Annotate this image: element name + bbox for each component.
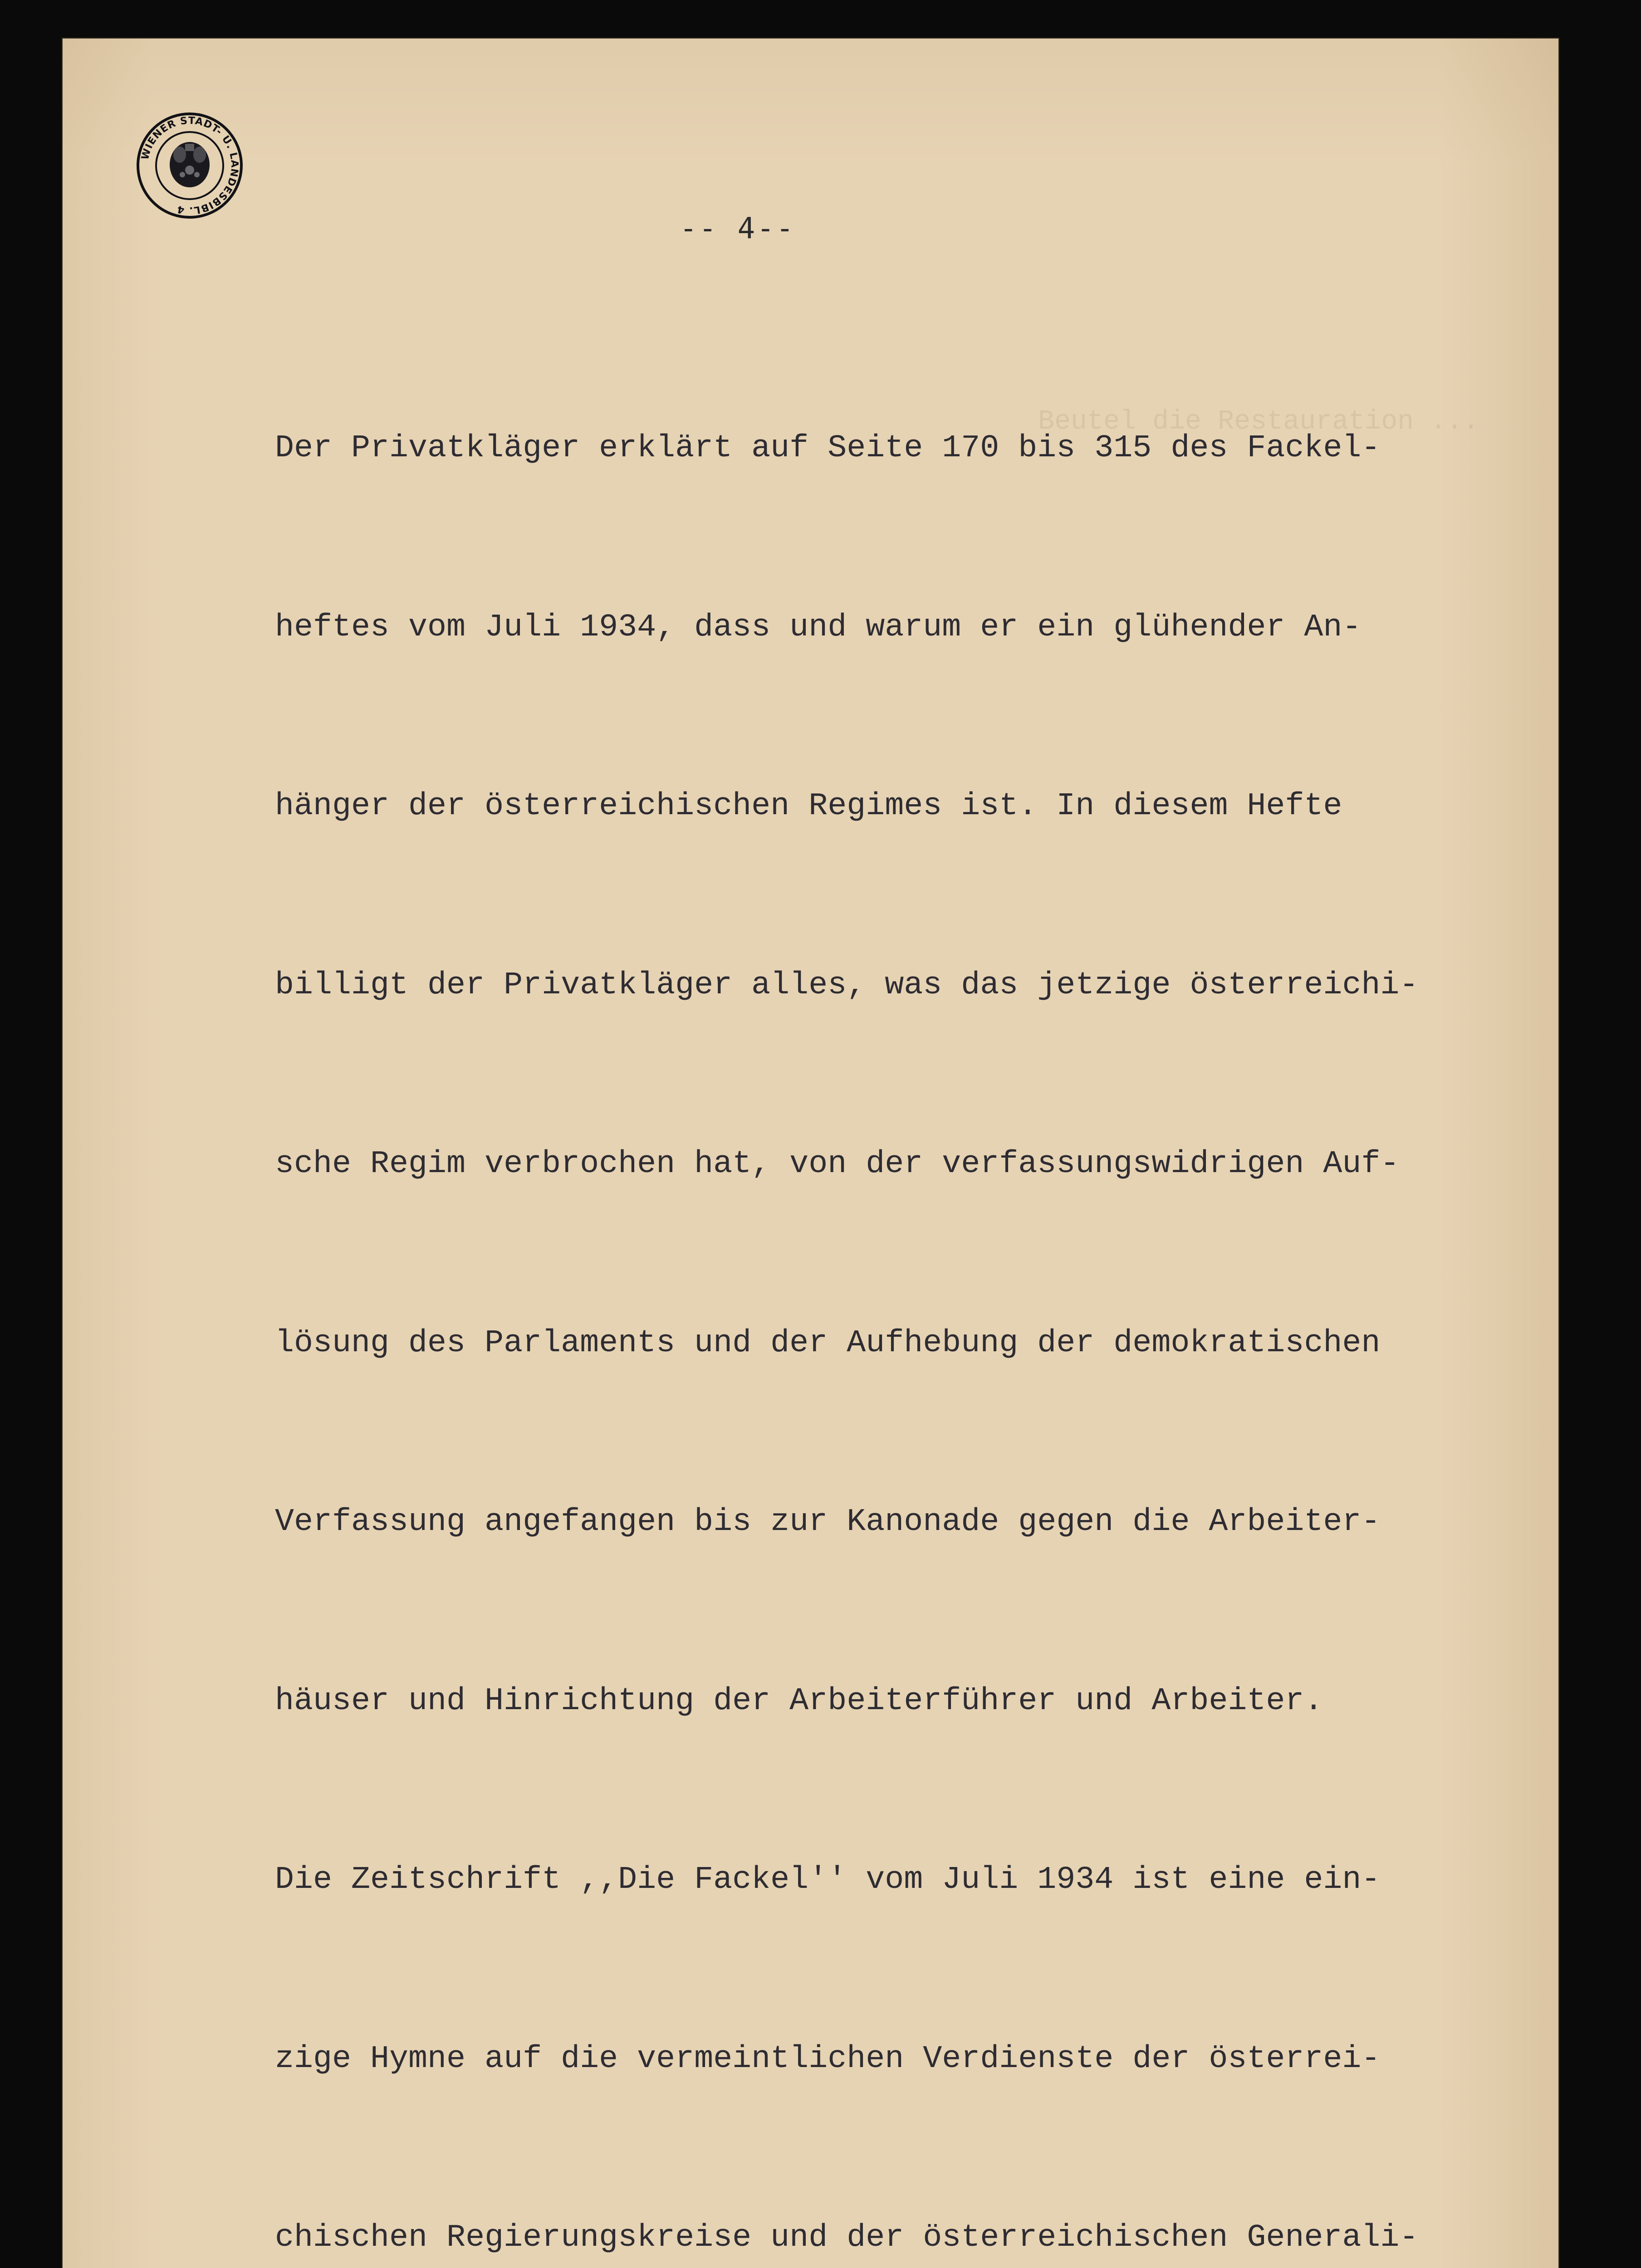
text-line: hänger der österreichischen Regimes ist. In diesem Hefte bbox=[275, 788, 1342, 824]
text-line: zige Hymne auf die vermeintlichen Verdienste der österrei- bbox=[275, 2041, 1381, 2077]
letter-body-text bbox=[275, 299, 1591, 2268]
page-number: -- 4-- bbox=[680, 212, 796, 245]
text-line: Die Zeitschrift ,,Die Fackel'' vom Juli 1934 ist eine ein- bbox=[275, 1862, 1381, 1898]
text-line: sche Regim verbrochen hat, von der verfassungswidrigen Auf- bbox=[275, 1146, 1400, 1182]
show-through-line: Beutel die Restauration ... bbox=[1038, 406, 1479, 437]
text-line: häuser und Hinrichtung der Arbeiterführer und Arbeiter. bbox=[275, 1683, 1323, 1719]
text-line: Der Privatkläger erklärt auf Seite 170 bis 315 des Fackel- bbox=[275, 430, 1381, 466]
text-line: chischen Regierungskreise und der österreichischen Generali- bbox=[275, 2220, 1419, 2256]
show-through-text bbox=[1038, 274, 1537, 570]
library-stamp-seal bbox=[135, 111, 244, 220]
document-page bbox=[63, 39, 1558, 2268]
text-line: lösung des Parlaments und der Aufhebung der demokratischen bbox=[275, 1325, 1381, 1361]
text-line: heftes vom Juli 1934, dass und warum er ein glühender An- bbox=[275, 609, 1362, 645]
text-line: Verfassung angefangen bis zur Kanonade gegen die Arbeiter- bbox=[275, 1504, 1381, 1540]
text-line: billigt der Privatkläger alles, was das jetzige österreichi- bbox=[275, 967, 1419, 1003]
stamp-text: WIENER STADT- U. LANDESBIBL. 4 bbox=[139, 115, 240, 216]
